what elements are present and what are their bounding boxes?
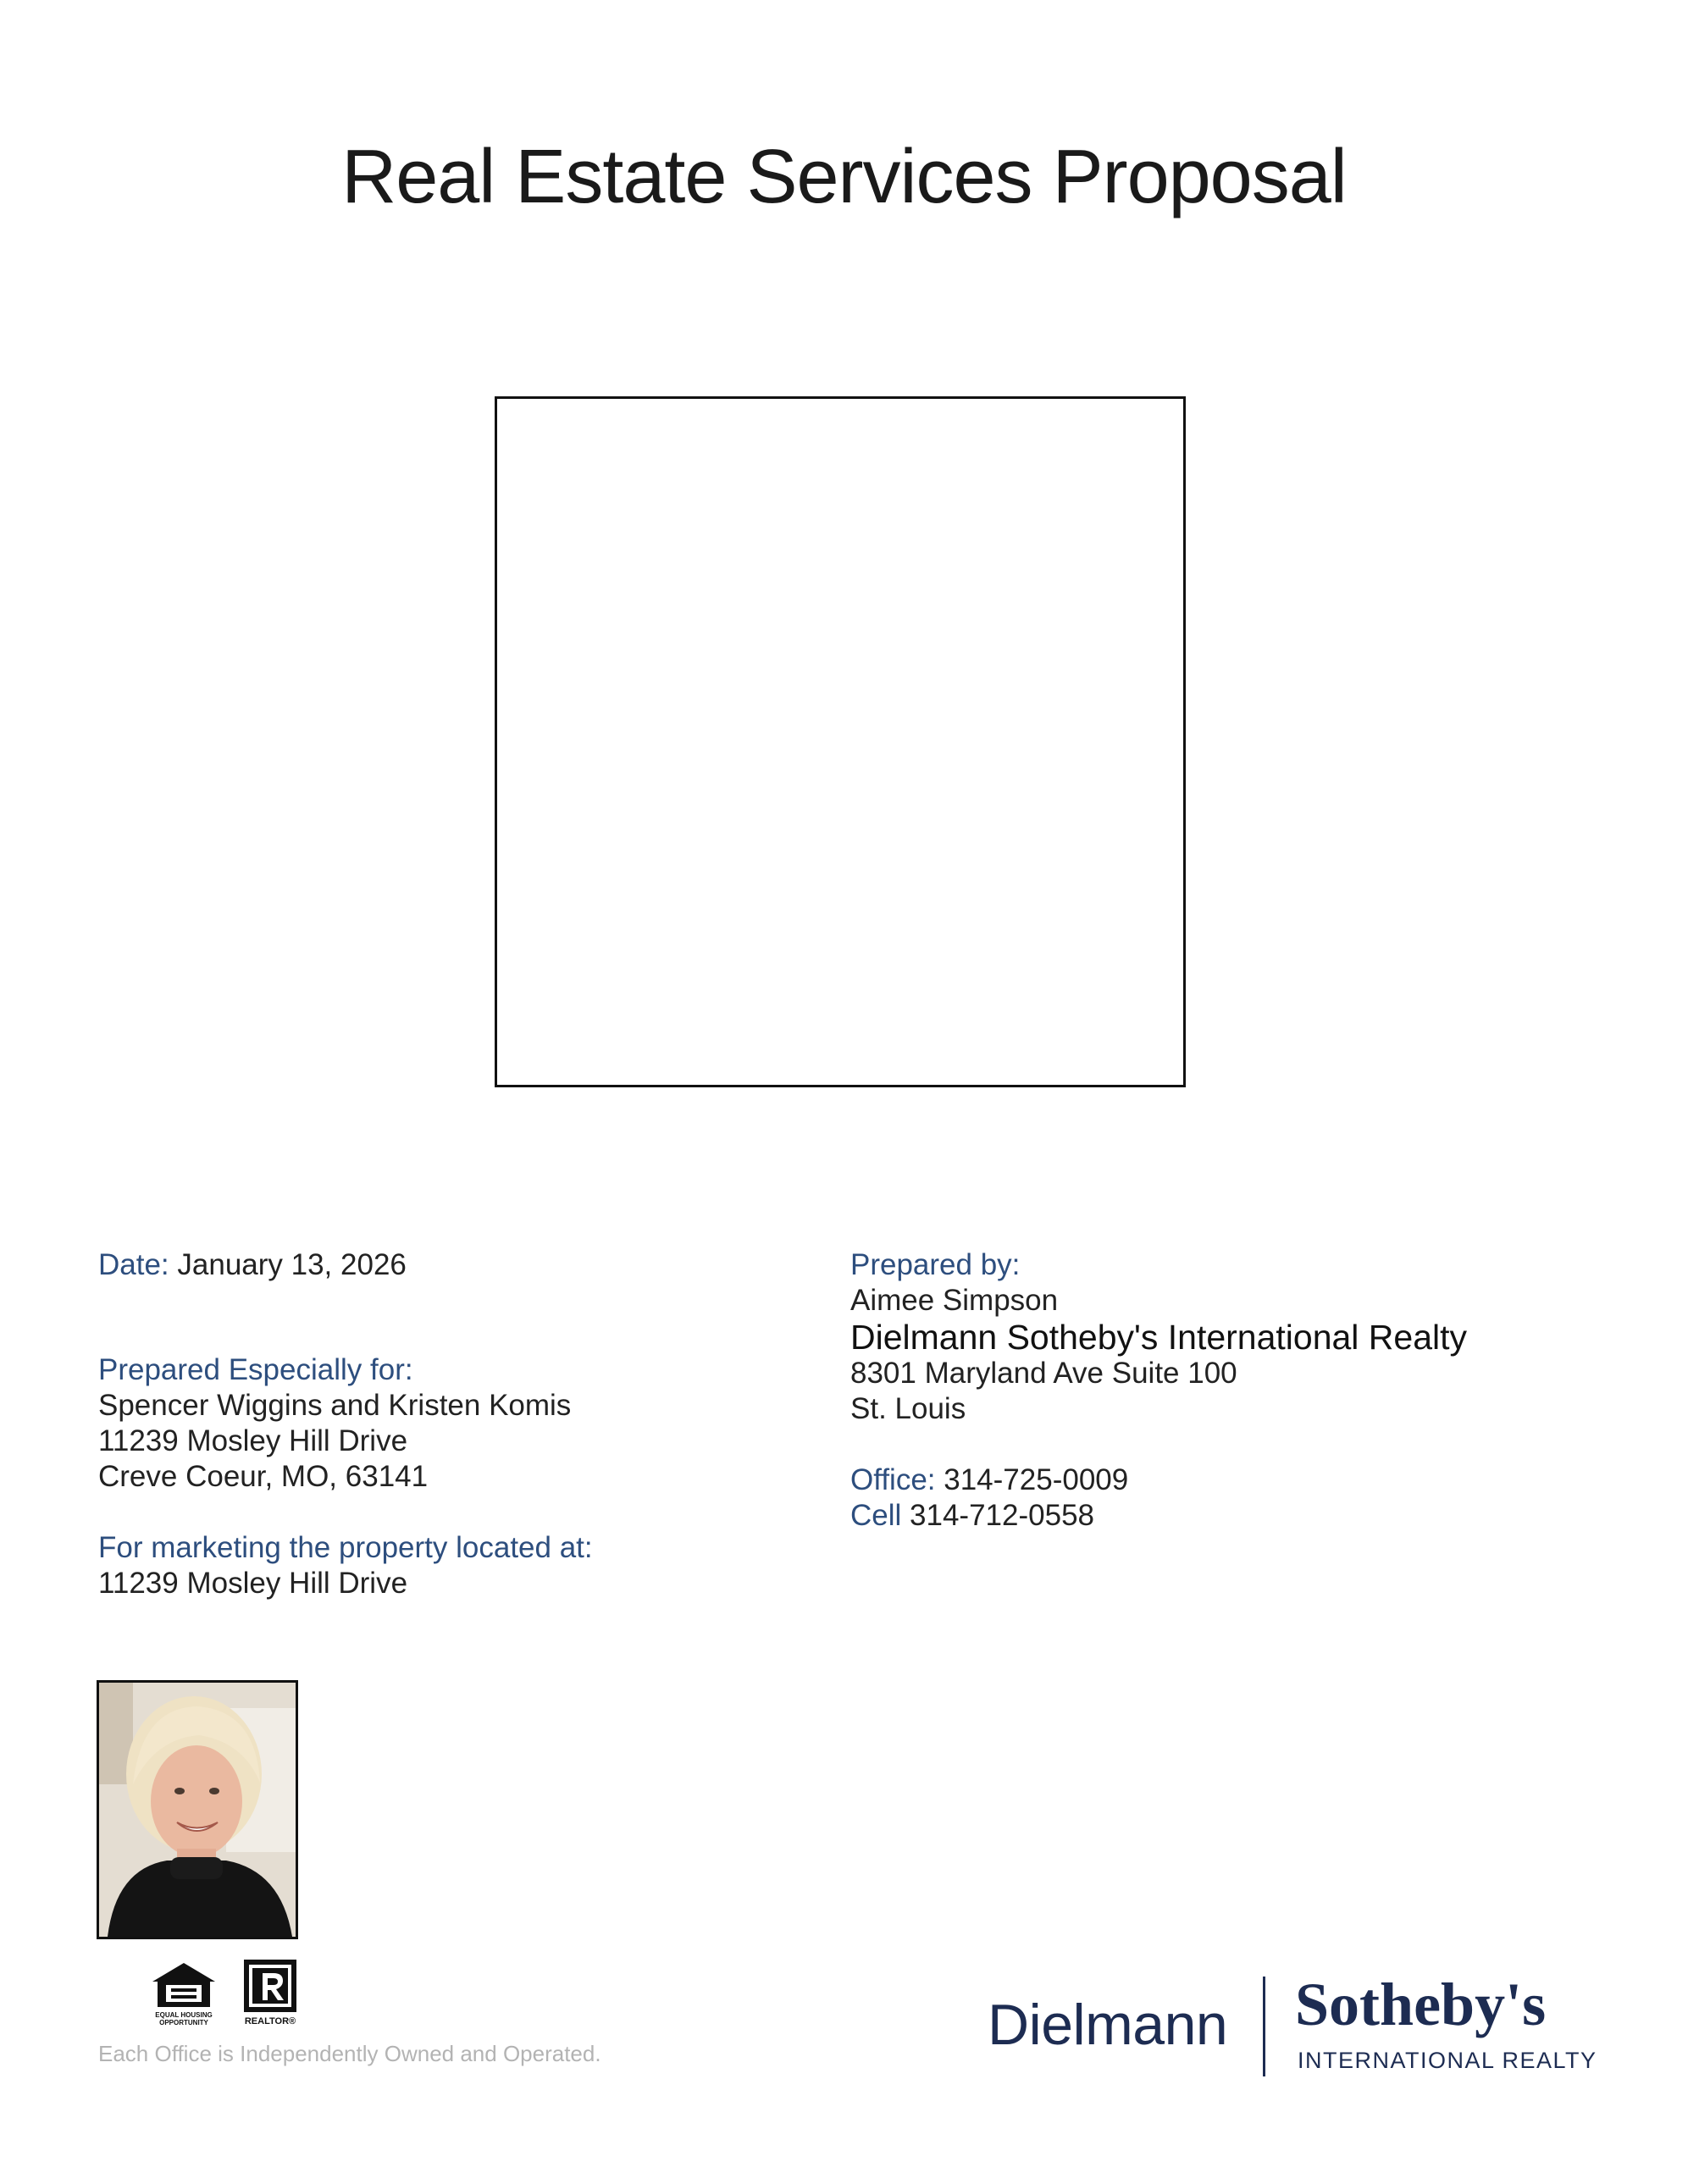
- office-phone: 314-725-0009: [944, 1463, 1129, 1496]
- date-label: Date:: [98, 1248, 169, 1281]
- office-label: Office:: [850, 1463, 936, 1496]
- client-info-column: [98, 1247, 827, 1601]
- realtor-icon: [242, 1958, 300, 2027]
- property-address: 11239 Mosley Hill Drive: [98, 1567, 408, 1600]
- client-address-line1: 11239 Mosley Hill Drive: [98, 1424, 408, 1457]
- company-address: 8301 Maryland Ave Suite 100: [850, 1357, 1237, 1390]
- brand-dielmann: Dielmann: [988, 1993, 1228, 2057]
- client-address-line2: Creve Coeur, MO, 63141: [98, 1460, 429, 1493]
- office-phone-line: [850, 1462, 1613, 1498]
- cell-phone-line: [850, 1498, 1613, 1534]
- date-line: [98, 1247, 827, 1283]
- brand-sothebys: Sotheby's: [1295, 1971, 1547, 2038]
- cell-label: Cell: [850, 1499, 902, 1532]
- agent-info-column: [850, 1247, 1613, 1534]
- date-value: January 13, 2026: [177, 1248, 407, 1281]
- client-names: Spencer Wiggins and Kristen Komis: [98, 1389, 572, 1422]
- disclaimer-text: Each Office is Independently Owned and Operated.: [98, 2041, 601, 2066]
- svg-text:REALTOR®: REALTOR®: [244, 2016, 296, 2026]
- agent-name: Aimee Simpson: [850, 1284, 1059, 1317]
- page-title: Real Estate Services Proposal: [341, 135, 1347, 219]
- company-city: St. Louis: [850, 1392, 966, 1425]
- brand-international-realty: INTERNATIONAL REALTY: [1298, 2048, 1597, 2073]
- svg-text:EQUAL HOUSING: EQUAL HOUSING: [155, 2011, 213, 2019]
- property-photo-placeholder: [495, 396, 1186, 1087]
- prepared-for-label: Prepared Especially for:: [98, 1353, 413, 1386]
- marketing-label: For marketing the property located at:: [98, 1531, 593, 1564]
- brand-divider: [1263, 1977, 1265, 2076]
- brand-logo: [988, 1971, 1597, 2087]
- company-name: Dielmann Sotheby's International Realty: [850, 1318, 1468, 1357]
- agent-portrait-image: [99, 1683, 296, 1937]
- svg-text:OPPORTUNITY: OPPORTUNITY: [159, 2019, 208, 2026]
- equal-housing-opportunity-icon: [147, 1960, 220, 2027]
- agent-photo: [97, 1680, 298, 1939]
- cell-phone: 314-712-0558: [910, 1499, 1094, 1532]
- prepared-by-label: Prepared by:: [850, 1248, 1021, 1281]
